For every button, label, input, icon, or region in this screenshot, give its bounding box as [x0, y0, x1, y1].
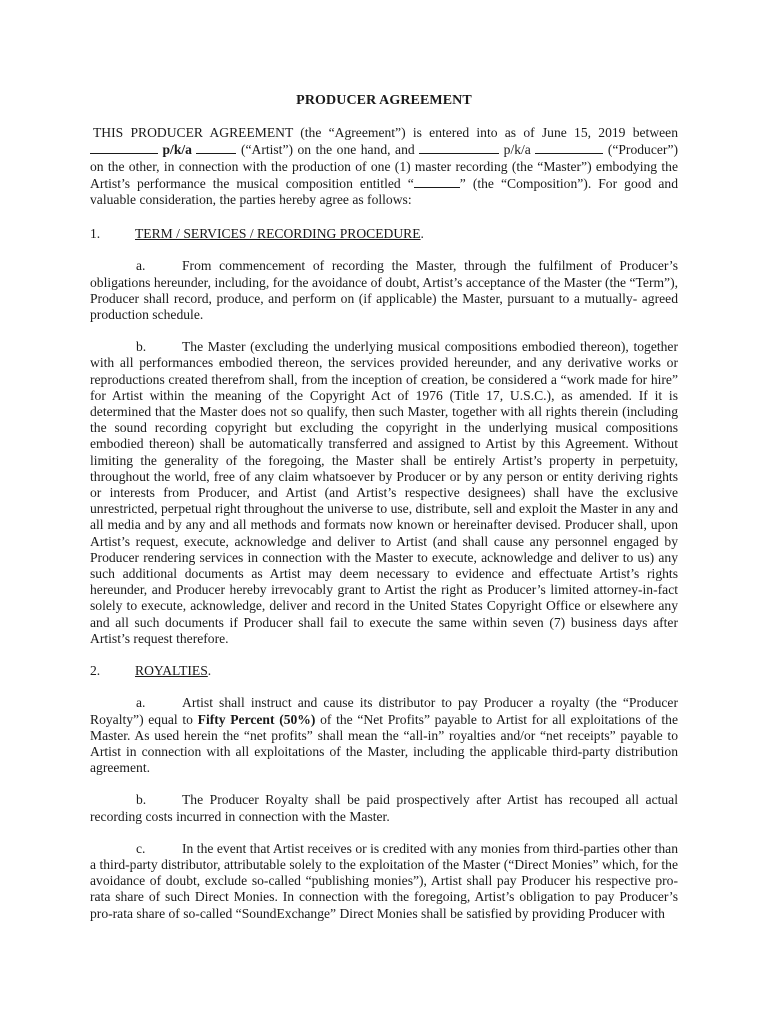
section-1b-text: The Master (excluding the underlying musical compositions embodied thereon), together with all performances embodied thereon, the services provided hereunder, and any derivative works or reproductions created therefrom shall, from the inception of creation, be considered a “work made for hire” for Artist within the meaning of the Copyright Act of 1976 (Title 17, U.S.C.), as amended. If it is determined that the Master does not so qualify, then such Master, together with all rights therein (including the sound recording copyright but excluding the copyright in the underlying musical compositions embodied thereon) shall be automatically transferred and assigned to Artist by this Agreement. Without limiting the generality of the foregoing, the Master shall be entirely Artist’s property in perpetuity, throughout the world, free of any claim whatsoever by Producer or by any person or entity deriving rights or interests from Producer, and Artist (and Artist’s respective designees) shall have the exclusive unrestricted, perpetual right throughout the universe to use, distribute, sell and exploit the Master in any and all media and by any and all methods and formats now known or hereinafter devised. Producer shall, upon Artist’s request, execute, acknowledge and deliver to Artist (and shall cause any personnel engaged by Producer rendering services in connection with the Master to execute, acknowledge and deliver to us) any such additional documents as Artist may deem necessary to evidence and effectuate Artist’s rights hereunder, and Producer hereby irrevocably grant to Artist the right as Producer’s limited attorney-in-fact solely to execute, acknowledge, deliver and record in the United States Copyright Office or elsewhere any and all such documents if Producer shall fail to execute the same within seven (7) business days after Artist’s request therefore. — [90, 339, 678, 646]
intro-paragraph — [90, 125, 678, 208]
intro-text-3: (“Producer”) on the other, in connection with the production of one (1) master recording (the “Master”) embodying the Artist’s performance the musical composition entitled “ — [90, 142, 679, 191]
artist-pka-blank — [196, 141, 236, 154]
section-2-title: ROYALTIES — [135, 663, 208, 679]
section-2b-text: The Producer Royalty shall be paid prospectively after Artist has recouped all actual recording costs incurred in connection with the Master. — [90, 792, 678, 824]
producer-name-blank — [419, 141, 499, 154]
section-2c-letter: c. — [136, 840, 146, 856]
section-1b-paragraph — [90, 339, 678, 647]
section-2c-text: In the event that Artist receives or is credited with any monies from third-parties other than a third-party distributor, attributable solely to the exploitation of the Master (“Direct Monies” which, for the avoidance of doubt, exclude so-called “publishing monies”), Artist shall pay Producer his respective pro-rata share of such Direct Monies. In connection with the foregoing, Artist’s obligation to pay Producer’s pro-rata share of so-called “SoundExchange” Direct Monies shall be satisfied by providing Producer with — [90, 840, 678, 921]
section-2-number: 2. — [90, 663, 101, 679]
section-1a-paragraph — [90, 258, 678, 323]
intro-text-4: ” (the “Composition”). For good and valuable consideration, the parties hereby agree as follows: — [90, 175, 678, 208]
section-2a-letter: a. — [136, 695, 146, 711]
producer-pka-blank — [535, 141, 603, 154]
section-1b-letter: b. — [136, 339, 147, 355]
section-1a-letter: a. — [136, 258, 146, 274]
section-1-title-period: . — [420, 226, 424, 242]
royalty-percentage: Fifty Percent (50%) — [197, 711, 316, 727]
section-2-heading — [90, 663, 678, 679]
intro-text-1: THIS PRODUCER AGREEMENT (the “Agreement”) is entered into as of June 15, 2019 between — [93, 125, 678, 141]
section-2c-paragraph — [90, 841, 678, 922]
intro-text-2: (“Artist”) on the one hand, and — [240, 142, 415, 158]
section-1a-text: From commencement of recording the Master, through the fulfilment of Producer’s obligations hereunder, including, for the avoidance of doubt, Artist’s acceptance of the Master (the “Term”), Producer shall record, produce, and perform on (if applicable) the Master, pursuant to a mutually- agreed production schedule. — [90, 258, 678, 323]
composition-title-blank — [414, 175, 460, 188]
intro-pka-2: p/k/a — [503, 142, 531, 158]
section-2-title-period: . — [207, 663, 212, 679]
section-2a-paragraph — [90, 695, 678, 776]
artist-name-blank — [90, 141, 158, 154]
section-2b-paragraph — [90, 792, 678, 824]
section-1-heading — [90, 226, 678, 242]
section-1-number: 1. — [90, 226, 101, 242]
section-2a-text-1: Artist shall instruct and cause its distributor to pay Producer a royalty (the “Producer Royalty”) equal to — [90, 695, 678, 727]
section-1-title: TERM / SERVICES / RECORDING PROCEDURE — [135, 226, 421, 242]
intro-pka-1: p/k/a — [162, 142, 192, 158]
section-2a-text-2: of the “Net Profits” payable to Artist for all exploitations of the Master. As used herein the “net profits” shall mean the “all-in” royalties and/or “net receipts” payable to Artist in connection with all exploitations of the Master, including the applicable third-party distribution agreement. — [90, 711, 678, 776]
document-title: PRODUCER AGREEMENT — [296, 93, 472, 108]
section-2b-letter: b. — [136, 792, 147, 808]
